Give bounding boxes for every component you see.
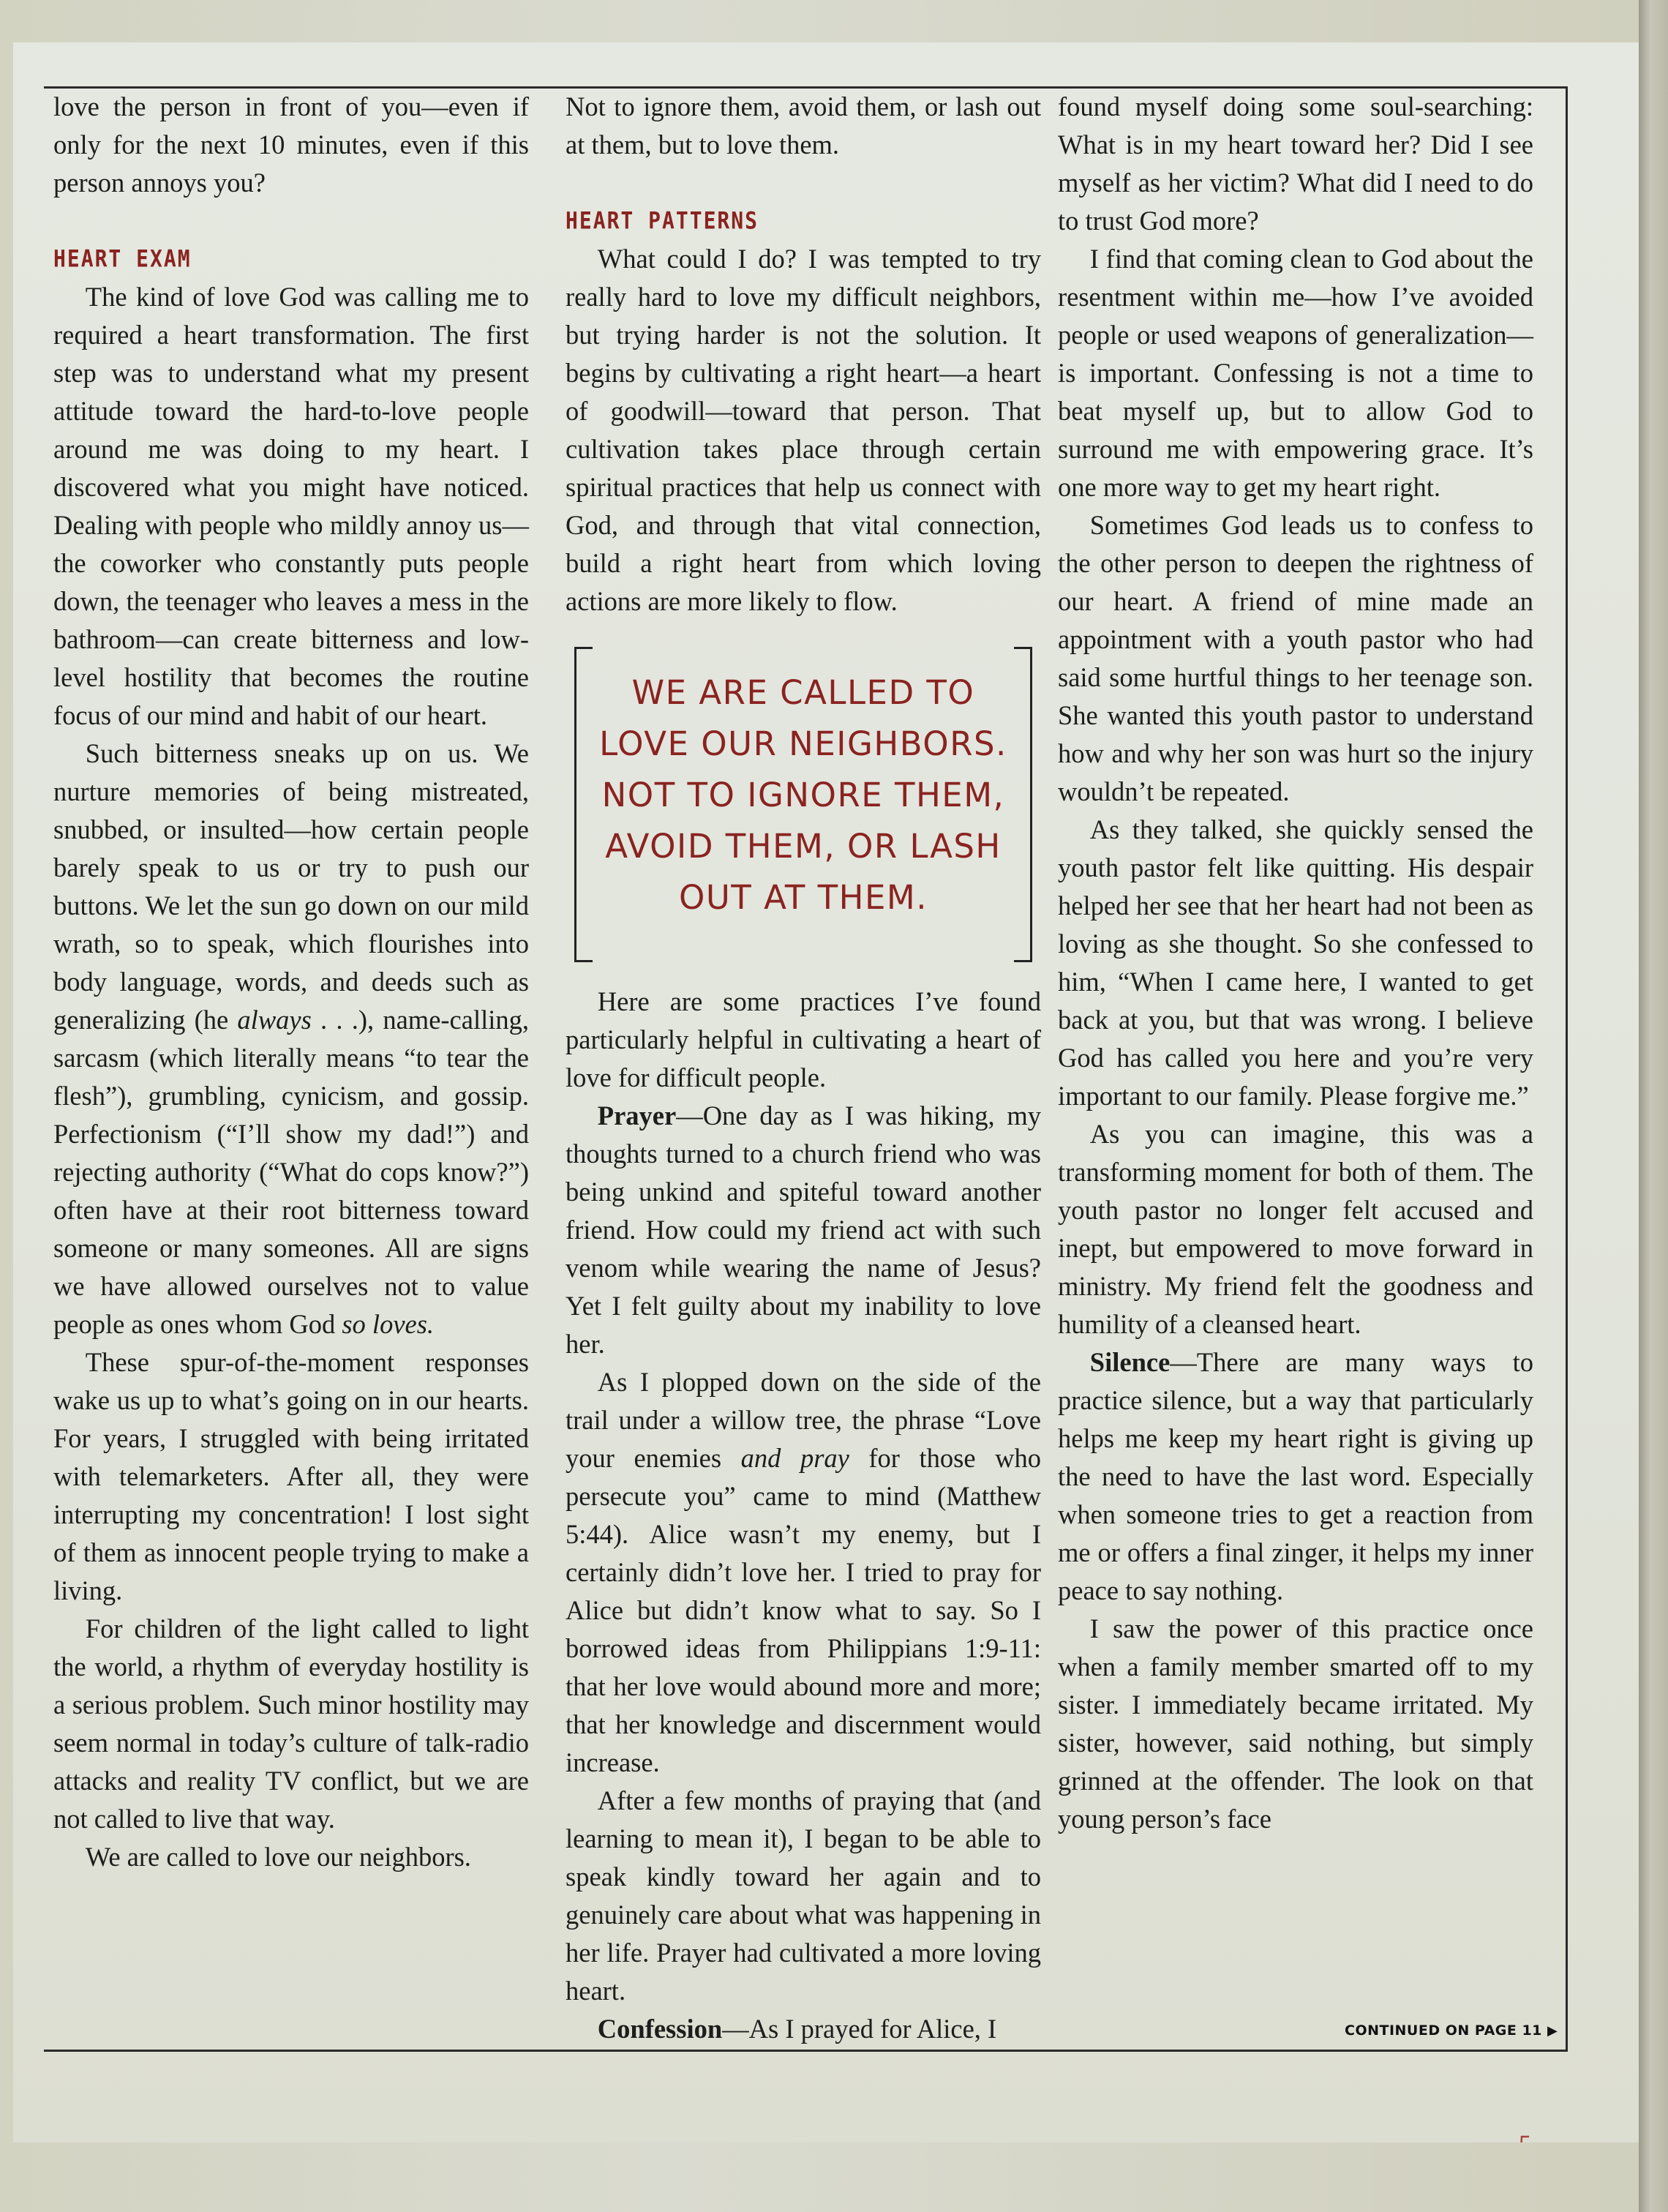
paragraph: Sometimes God leads us to confess to the other person to deepen the rightness of our heart. A friend of mine made an appointment with a youth pastor who had said some hurtful things to her teenage son. She wanted this youth pastor to understand how and why her son was hurt so the injury wouldn’t be repeated. <box>1058 510 1533 806</box>
emphasis-text: always <box>237 1005 312 1035</box>
article-column-1 <box>53 88 529 1876</box>
continued-label: CONTINUED ON PAGE 11 <box>1345 2022 1542 2039</box>
paragraph <box>1058 1343 1533 1610</box>
paragraph: love the person in front of you—even if only for the next 10 minutes, even if this person annoys you? <box>53 91 529 198</box>
paragraph <box>566 1363 1041 1782</box>
text-span: —One day as I was hiking, my thoughts turned to a church friend who was being unkind and spiteful toward another friend. How could my friend act with such venom while wearing the name of Jesus? Yet I felt guilty about my inability to love her. <box>566 1101 1041 1359</box>
section-number-mark <box>1519 2134 1532 2142</box>
paragraph: After a few months of praying that (and learning to mean it), I began to be able to speak kindly toward her again and to genuinely care about what was happening in her life. Prayer had cultivated a more loving heart. <box>566 1785 1041 2006</box>
text-span: As I plopped down on the side of the trail under a willow tree, the phrase “Love your enemies <box>566 1367 1041 1473</box>
pull-quote-right-bracket <box>1014 647 1032 962</box>
emphasis-text: and pray <box>740 1443 849 1473</box>
text-span: —As I prayed for Alice, I <box>722 2014 997 2044</box>
run-in-heading-confession: Confession <box>597 2014 723 2044</box>
run-in-heading-prayer: Prayer <box>597 1101 677 1131</box>
paragraph <box>53 735 529 1343</box>
pull-quote-text: WE ARE CALLED TO LOVE OUR NEIGHBORS. NOT TO IGNORE THEM, AVOID THEM, OR LASH OUT AT THEM. <box>599 673 1007 917</box>
paragraph: Here are some practices I’ve found particularly helpful in cultivating a heart of love for difficult people. <box>566 986 1041 1092</box>
section-heading-heart-patterns: HEART PATTERNS <box>566 206 759 235</box>
article-column-3 <box>1058 88 1533 1838</box>
article-column-2 <box>566 88 1041 2048</box>
paragraph: found myself doing some soul-searching: What is in my heart toward her? Did I see myself as her victim? What did I need to do to trust God more? <box>1058 91 1533 236</box>
magazine-page <box>13 42 1639 2142</box>
paragraph: I saw the power of this practice once when a family member smarted off to my sister. I immediately became irritated. My sister, however, said nothing, but simply grinned at the offender. The look on that young person’s face <box>1058 1613 1533 1834</box>
text-span: for those who persecute you” came to mind (Matthew 5:44). Alice wasn’t my enemy, but I certainly didn’t love her. I tried to pray for Alice but didn’t know what to say. So I borrowed ideas from Philippians 1:9-11: that her love would abound more and more; that her knowledge and discernment would increase. <box>566 1443 1041 1777</box>
paragraph <box>566 2010 1041 2048</box>
paragraph: As they talked, she quickly sensed the youth pastor felt like quitting. His despair helped her see that her heart had not been as loving as she thought. So she confessed to him, “When I came here, I wanted to get back at you, but that was wrong. I believe God has called you here and you’re very important to our family. Please forgive me.” <box>1058 814 1533 1111</box>
adjacent-page-edge <box>1639 0 1668 2212</box>
paragraph: We are called to love our neighbors. <box>85 1842 471 1872</box>
paragraph: These spur-of-the-moment responses wake us up to what’s going on in our hearts. For years, I struggled with being irritated with telemarketers. After all, they were interrupting my concentration! I lost sight of them as innocent people trying to make a living. <box>53 1347 529 1605</box>
text-span: Such bitterness sneaks up on us. We nurture memories of being mistreated, snubbed, or insulted—how certain people barely speak to us or try to push our buttons. We let the sun go down on our mild wrath, so to speak, which flourishes into body language, words, and deeds such as generalizing (he <box>53 738 529 1035</box>
paragraph: The kind of love God was calling me to required a heart transformation. The first step was to understand what my present attitude toward the hard-to-love people around me was doing to my heart. I discovered what you might have noticed. Dealing with people who mildly annoy us—the coworker who constantly puts people down, the teenager who leaves a mess in the bathroom—can create bitterness and low-level hostility that becomes the routine focus of our mind and habit of our heart. <box>53 282 529 730</box>
triangle-right-icon: ▶ <box>1547 2023 1558 2039</box>
paragraph <box>566 1097 1041 1363</box>
emphasis-text: so loves. <box>342 1309 435 1339</box>
text-span: —There are many ways to practice silence, but a way that particularly helps me keep my heart right is giving up the need to have the last word. Especially when someone tries to get a reaction from me or offers a final zinger, it helps my inner peace to say nothing. <box>1058 1347 1533 1605</box>
paragraph: For children of the light called to light the world, a rhythm of everyday hostility is a serious problem. Such minor hostility may seem normal in today’s culture of talk-radio attacks and reality TV conflict, but we are not called to live that way. <box>53 1613 529 1834</box>
run-in-heading-silence: Silence <box>1089 1347 1171 1377</box>
paragraph: As you can imagine, this was a transforming moment for both of them. The youth pastor no longer felt accused and inept, but empowered to move forward in ministry. My friend felt the goodness and humility of a cleansed heart. <box>1058 1119 1533 1339</box>
continued-on-page-link <box>1345 2022 1558 2039</box>
paragraph: What could I do? I was tempted to try really hard to love my difficult neighbors, but trying harder is not the solution. It begins by cultivating a right heart—a heart of goodwill—toward that person. That cultivation takes place through certain spiritual practices that help us connect with God, and through that vital connection, build a right heart from which loving actions are more likely to flow. <box>566 244 1041 616</box>
pull-quote <box>566 647 1041 958</box>
section-heading-heart-exam: HEART EXAM <box>53 244 192 273</box>
text-span: . . .), name-calling, sarcasm (which literally means “to tear the flesh”), grumbling, cynicism, and gossip. Perfectionism (“I’ll show my dad!”) and rejecting authority (“What do cops know?”) often have at their root bitterness toward someone or many someones. All are signs we have allowed ourselves not to value people as ones whom God <box>53 1005 529 1339</box>
paragraph: Not to ignore them, avoid them, or lash out at them, but to love them. <box>566 91 1041 160</box>
pull-quote-left-bracket <box>574 647 593 962</box>
paragraph: I find that coming clean to God about the resentment within me—how I’ve avoided people or used weapons of generalization—is important. Confessing is not a time to beat myself up, but to allow God to surround me with empowering grace. It’s one more way to get my heart right. <box>1058 244 1533 502</box>
